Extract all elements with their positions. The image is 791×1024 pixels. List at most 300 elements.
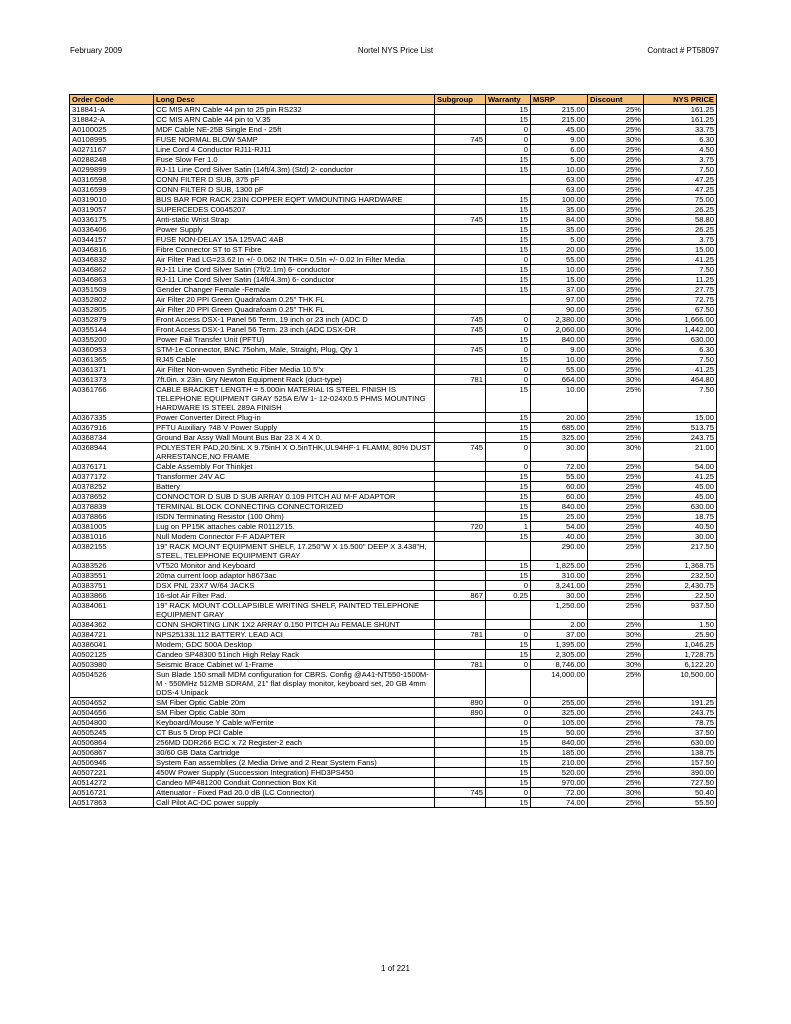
- cell-warranty: 15: [486, 728, 531, 738]
- cell-msrp: 45.00: [531, 125, 588, 135]
- cell-discount: 25%: [588, 620, 644, 630]
- cell-nys-price: 78.75: [644, 718, 717, 728]
- cell-long-desc: SM Fiber Optic Cable 20m: [154, 698, 435, 708]
- cell-order-code: A0352805: [70, 305, 154, 315]
- cell-discount: 25%: [588, 670, 644, 698]
- cell-msrp: 55.00: [531, 365, 588, 375]
- cell-discount: 30%: [588, 375, 644, 385]
- cell-warranty: 0: [486, 718, 531, 728]
- cell-warranty: 15: [486, 532, 531, 542]
- cell-order-code: A0383551: [70, 571, 154, 581]
- cell-order-code: A0506864: [70, 738, 154, 748]
- cell-discount: 25%: [588, 640, 644, 650]
- cell-msrp: 54.00: [531, 522, 588, 532]
- cell-long-desc: Candeo MP481200 Conduit Connection Box Kit: [154, 778, 435, 788]
- cell-subgroup: 781: [435, 630, 486, 640]
- cell-msrp: 325.00: [531, 708, 588, 718]
- cell-long-desc: SM Fiber Optic Cable 30m: [154, 708, 435, 718]
- cell-long-desc: Power Fail Transfer Unit (PFTU): [154, 335, 435, 345]
- cell-order-code: A0355200: [70, 335, 154, 345]
- cell-long-desc: Air Filter 20 PPI Green Quadrafoam 0.25" THK FL: [154, 305, 435, 315]
- cell-order-code: A0346862: [70, 265, 154, 275]
- cell-nys-price: 1.50: [644, 620, 717, 630]
- cell-order-code: A0517863: [70, 798, 154, 808]
- table-row: [70, 215, 717, 225]
- cell-msrp: 10.00: [531, 265, 588, 275]
- cell-subgroup: [435, 532, 486, 542]
- cell-warranty: 15: [486, 285, 531, 295]
- cell-subgroup: 745: [435, 135, 486, 145]
- cell-discount: 30%: [588, 315, 644, 325]
- cell-discount: 25%: [588, 155, 644, 165]
- cell-warranty: 15: [486, 413, 531, 423]
- cell-warranty: [486, 185, 531, 195]
- cell-long-desc: 7ft.0in. x 23in. Gry Newton Equipment Rack (duct-type): [154, 375, 435, 385]
- cell-subgroup: 781: [435, 375, 486, 385]
- cell-msrp: 72.00: [531, 462, 588, 472]
- cell-subgroup: [435, 620, 486, 630]
- cell-order-code: A0361365: [70, 355, 154, 365]
- cell-nys-price: 1,368.75: [644, 561, 717, 571]
- table-row: [70, 708, 717, 718]
- table-row: [70, 698, 717, 708]
- cell-order-code: A0288248: [70, 155, 154, 165]
- cell-long-desc: PFTU Auxiliary ?48 V Power Supply: [154, 423, 435, 433]
- cell-warranty: 15: [486, 215, 531, 225]
- cell-msrp: 30.00: [531, 591, 588, 601]
- cell-warranty: 0: [486, 145, 531, 155]
- cell-warranty: 0: [486, 630, 531, 640]
- table-row: [70, 601, 717, 620]
- cell-msrp: 520.00: [531, 768, 588, 778]
- cell-long-desc: 16-slot Air Filter Pad.: [154, 591, 435, 601]
- cell-nys-price: 2,430.75: [644, 581, 717, 591]
- cell-warranty: 15: [486, 105, 531, 115]
- cell-warranty: 15: [486, 778, 531, 788]
- cell-subgroup: [435, 225, 486, 235]
- table-row: [70, 255, 717, 265]
- cell-discount: 25%: [588, 125, 644, 135]
- cell-subgroup: [435, 748, 486, 758]
- cell-warranty: 0.25: [486, 591, 531, 601]
- cell-subgroup: [435, 718, 486, 728]
- cell-msrp: 185.00: [531, 748, 588, 758]
- cell-long-desc: Lug on PP15K attaches cable R0112715.: [154, 522, 435, 532]
- table-row: [70, 433, 717, 443]
- table-row: [70, 788, 717, 798]
- cell-subgroup: [435, 335, 486, 345]
- col-header-long-desc: Long Desc: [154, 95, 435, 105]
- cell-nys-price: 15.00: [644, 413, 717, 423]
- col-header-subgroup: Subgroup: [435, 95, 486, 105]
- cell-long-desc: Cable Assembly For Thinkjet: [154, 462, 435, 472]
- cell-long-desc: Keyboard/Mouse Y Cable w/Ferrite: [154, 718, 435, 728]
- cell-discount: 25%: [588, 355, 644, 365]
- cell-long-desc: Power Converter Direct Plug-in: [154, 413, 435, 423]
- cell-msrp: 2,305.00: [531, 650, 588, 660]
- cell-long-desc: Ground Bar Assy Wall Mount Bus Bar 23 X 4 X 0.: [154, 433, 435, 443]
- cell-discount: 25%: [588, 205, 644, 215]
- cell-nys-price: 7.50: [644, 265, 717, 275]
- cell-long-desc: RJ-11 Line Cord Silver Satin (14ft/4.3m) 6- conductor: [154, 275, 435, 285]
- cell-nys-price: 7.50: [644, 385, 717, 413]
- cell-discount: 25%: [588, 275, 644, 285]
- cell-msrp: 15.00: [531, 275, 588, 285]
- cell-warranty: 15: [486, 561, 531, 571]
- cell-long-desc: RJ45 Cable: [154, 355, 435, 365]
- cell-subgroup: 890: [435, 698, 486, 708]
- cell-discount: 25%: [588, 185, 644, 195]
- table-row: [70, 758, 717, 768]
- col-header-nys-price: NYS PRICE: [644, 95, 717, 105]
- cell-nys-price: 7.50: [644, 355, 717, 365]
- cell-order-code: A0505245: [70, 728, 154, 738]
- cell-msrp: 35.00: [531, 205, 588, 215]
- cell-nys-price: 47.25: [644, 185, 717, 195]
- table-row: [70, 492, 717, 502]
- cell-warranty: 15: [486, 640, 531, 650]
- cell-long-desc: Call Pilot AC-DC power supply: [154, 798, 435, 808]
- cell-discount: 25%: [588, 195, 644, 205]
- cell-msrp: 840.00: [531, 738, 588, 748]
- cell-msrp: 8,746.00: [531, 660, 588, 670]
- cell-subgroup: 890: [435, 708, 486, 718]
- cell-long-desc: Gender Changer Female -Female: [154, 285, 435, 295]
- cell-order-code: A0336175: [70, 215, 154, 225]
- cell-subgroup: [435, 581, 486, 591]
- cell-nys-price: 54.00: [644, 462, 717, 472]
- cell-long-desc: Sun Blade 150 small MDM configuration for CBRS. Config @A41-NT550-1500M-M - 550MHz 512MB SDRAM, 21" flat display monitor, keyboard set, 20 GB 4mm DDS-4 Unipack: [154, 670, 435, 698]
- cell-order-code: A0378866: [70, 512, 154, 522]
- cell-long-desc: Seismic Brace Cabinet w/ 1-Frame: [154, 660, 435, 670]
- table-row: [70, 285, 717, 295]
- cell-warranty: 15: [486, 165, 531, 175]
- cell-order-code: A0507221: [70, 768, 154, 778]
- table-row: [70, 620, 717, 630]
- cell-order-code: A0368734: [70, 433, 154, 443]
- cell-order-code: A0346832: [70, 255, 154, 265]
- cell-long-desc: Air Filter Pad LG=23.62 In +/- 0.062 IN THK= 0.5In +/- 0.02 In Filter Media: [154, 255, 435, 265]
- cell-order-code: A0316599: [70, 185, 154, 195]
- cell-nys-price: 390.00: [644, 768, 717, 778]
- cell-msrp: 1,825.00: [531, 561, 588, 571]
- cell-nys-price: 41.25: [644, 472, 717, 482]
- cell-long-desc: TERMINAL BLOCK CONNECTING CONNECTORIZED: [154, 502, 435, 512]
- cell-msrp: 40.00: [531, 532, 588, 542]
- cell-order-code: A0506867: [70, 748, 154, 758]
- cell-subgroup: [435, 185, 486, 195]
- cell-order-code: A0367916: [70, 423, 154, 433]
- cell-subgroup: [435, 385, 486, 413]
- cell-long-desc: STM-1e Connector, BNC 75ohm, Male, Straight, Plug, Qty 1: [154, 345, 435, 355]
- cell-order-code: A0355144: [70, 325, 154, 335]
- page-number: 1 of 221: [381, 964, 410, 973]
- table-row: [70, 145, 717, 155]
- cell-long-desc: 30/60 GB Data Cartridge: [154, 748, 435, 758]
- cell-warranty: 15: [486, 225, 531, 235]
- cell-long-desc: 450W Power Supply (Succession Integration) FHD3PS450: [154, 768, 435, 778]
- cell-order-code: A0383751: [70, 581, 154, 591]
- cell-subgroup: [435, 105, 486, 115]
- table-row: [70, 738, 717, 748]
- cell-warranty: 15: [486, 650, 531, 660]
- cell-msrp: 63.00: [531, 175, 588, 185]
- table-row: [70, 275, 717, 285]
- cell-order-code: A0352879: [70, 315, 154, 325]
- cell-nys-price: 33.75: [644, 125, 717, 135]
- cell-nys-price: 41.25: [644, 365, 717, 375]
- cell-warranty: 15: [486, 275, 531, 285]
- cell-nys-price: 50.40: [644, 788, 717, 798]
- cell-discount: 25%: [588, 601, 644, 620]
- cell-warranty: 15: [486, 335, 531, 345]
- cell-discount: 25%: [588, 482, 644, 492]
- cell-order-code: A0378839: [70, 502, 154, 512]
- table-row: [70, 472, 717, 482]
- cell-warranty: 15: [486, 798, 531, 808]
- cell-discount: 25%: [588, 512, 644, 522]
- cell-warranty: 0: [486, 698, 531, 708]
- cell-long-desc: FUSE NORMAL BLOW 5AMP: [154, 135, 435, 145]
- table-row: [70, 581, 717, 591]
- cell-long-desc: CT Bus 5 Drop PCI Cable: [154, 728, 435, 738]
- table-row: [70, 125, 717, 135]
- cell-nys-price: 1,728.75: [644, 650, 717, 660]
- cell-msrp: 210.00: [531, 758, 588, 768]
- table-row: [70, 561, 717, 571]
- cell-nys-price: 630.00: [644, 335, 717, 345]
- cell-order-code: A0344157: [70, 235, 154, 245]
- cell-long-desc: Anti-static Wrist Strap: [154, 215, 435, 225]
- cell-msrp: 310.00: [531, 571, 588, 581]
- table-row: [70, 591, 717, 601]
- cell-nys-price: 37.50: [644, 728, 717, 738]
- cell-warranty: 15: [486, 265, 531, 275]
- cell-long-desc: Candeo SP48300 51inch High Relay Rack: [154, 650, 435, 660]
- cell-nys-price: 7.50: [644, 165, 717, 175]
- cell-msrp: 5.00: [531, 235, 588, 245]
- cell-long-desc: RJ-11 Line Cord Silver Satin (7ft/2.1m) 6- conductor: [154, 265, 435, 275]
- cell-msrp: 1,395.00: [531, 640, 588, 650]
- cell-msrp: 50.00: [531, 728, 588, 738]
- cell-order-code: A0516721: [70, 788, 154, 798]
- cell-discount: 25%: [588, 502, 644, 512]
- cell-msrp: 3,241.00: [531, 581, 588, 591]
- cell-msrp: 215.00: [531, 105, 588, 115]
- header-title: Nortel NYS Price List: [357, 46, 434, 55]
- cell-discount: 25%: [588, 365, 644, 375]
- cell-long-desc: 20ma current loop adaptor h8673ac: [154, 571, 435, 581]
- cell-subgroup: [435, 601, 486, 620]
- cell-nys-price: 161.25: [644, 105, 717, 115]
- cell-nys-price: 3.75: [644, 235, 717, 245]
- cell-subgroup: 745: [435, 325, 486, 335]
- cell-nys-price: 47.25: [644, 175, 717, 185]
- cell-warranty: [486, 601, 531, 620]
- cell-order-code: A0361766: [70, 385, 154, 413]
- cell-subgroup: [435, 768, 486, 778]
- cell-nys-price: 161.25: [644, 115, 717, 125]
- cell-subgroup: [435, 502, 486, 512]
- cell-discount: 25%: [588, 591, 644, 601]
- table-row: [70, 345, 717, 355]
- cell-msrp: 6.00: [531, 145, 588, 155]
- cell-msrp: 25.00: [531, 512, 588, 522]
- cell-msrp: 10.00: [531, 385, 588, 413]
- cell-subgroup: [435, 165, 486, 175]
- cell-msrp: 255.00: [531, 698, 588, 708]
- table-row: [70, 175, 717, 185]
- cell-msrp: 840.00: [531, 335, 588, 345]
- cell-long-desc: NPS25133L112 BATTERY. LEAD ACI: [154, 630, 435, 640]
- cell-msrp: 970.00: [531, 778, 588, 788]
- table-row: [70, 355, 717, 365]
- cell-subgroup: [435, 275, 486, 285]
- cell-nys-price: 67.50: [644, 305, 717, 315]
- cell-subgroup: [435, 650, 486, 660]
- cell-discount: 25%: [588, 285, 644, 295]
- cell-warranty: 15: [486, 482, 531, 492]
- cell-discount: 25%: [588, 492, 644, 502]
- cell-warranty: [486, 670, 531, 698]
- table-row: [70, 205, 717, 215]
- cell-discount: 25%: [588, 255, 644, 265]
- cell-long-desc: Battery: [154, 482, 435, 492]
- cell-long-desc: Attenuator - Fixed Pad 20.0 dB (LC Connector): [154, 788, 435, 798]
- cell-nys-price: 937.50: [644, 601, 717, 620]
- cell-msrp: 74.00: [531, 798, 588, 808]
- cell-discount: 25%: [588, 798, 644, 808]
- cell-subgroup: [435, 433, 486, 443]
- cell-subgroup: [435, 255, 486, 265]
- cell-subgroup: [435, 728, 486, 738]
- cell-msrp: 685.00: [531, 423, 588, 433]
- cell-warranty: 15: [486, 155, 531, 165]
- cell-order-code: A0346863: [70, 275, 154, 285]
- cell-warranty: 0: [486, 788, 531, 798]
- cell-subgroup: [435, 265, 486, 275]
- table-row: [70, 502, 717, 512]
- table-row: [70, 135, 717, 145]
- price-table: [69, 94, 717, 808]
- cell-discount: 25%: [588, 462, 644, 472]
- cell-warranty: [486, 305, 531, 315]
- cell-discount: 25%: [588, 433, 644, 443]
- cell-nys-price: 22.50: [644, 591, 717, 601]
- cell-nys-price: 3.75: [644, 155, 717, 165]
- cell-warranty: 15: [486, 245, 531, 255]
- table-row: [70, 265, 717, 275]
- table-row: [70, 778, 717, 788]
- cell-discount: 30%: [588, 443, 644, 462]
- cell-nys-price: 232.50: [644, 571, 717, 581]
- cell-order-code: A0368944: [70, 443, 154, 462]
- cell-long-desc: ISDN Terminating Resistor (100 Ohm): [154, 512, 435, 522]
- cell-discount: 25%: [588, 335, 644, 345]
- cell-long-desc: CABLE BRACKET LENGTH = 5.000in MATERIAL IS STEEL FINISH IS TELEPHONE EQUIPMENT GRAY 525A E/W 1- 12-024X0.5 PHMS MOUNTING HARDWARE IS STEEL 289A FINISH: [154, 385, 435, 413]
- cell-nys-price: 4.50: [644, 145, 717, 155]
- cell-msrp: 90.00: [531, 305, 588, 315]
- cell-warranty: 15: [486, 768, 531, 778]
- cell-long-desc: 256MD DDR266 ECC x 72 Register-2 each: [154, 738, 435, 748]
- cell-order-code: A0503980: [70, 660, 154, 670]
- cell-long-desc: FUSE NON-DELAY 15A 125VAC 4AB: [154, 235, 435, 245]
- table-row: [70, 718, 717, 728]
- cell-order-code: A0346816: [70, 245, 154, 255]
- cell-order-code: 318842-A: [70, 115, 154, 125]
- cell-long-desc: Null Modem Connector F-F ADAPTER: [154, 532, 435, 542]
- table-row: [70, 660, 717, 670]
- cell-discount: 25%: [588, 758, 644, 768]
- cell-long-desc: BUS BAR FOR RACK 23IN COPPER EQPT WMOUNTING HARDWARE: [154, 195, 435, 205]
- table-row: [70, 443, 717, 462]
- cell-subgroup: 745: [435, 443, 486, 462]
- cell-subgroup: [435, 798, 486, 808]
- cell-msrp: 2,380.00: [531, 315, 588, 325]
- cell-order-code: A0386041: [70, 640, 154, 650]
- cell-warranty: 15: [486, 738, 531, 748]
- cell-subgroup: [435, 561, 486, 571]
- cell-warranty: [486, 620, 531, 630]
- cell-subgroup: [435, 423, 486, 433]
- cell-discount: 30%: [588, 135, 644, 145]
- col-header-msrp: MSRP: [531, 95, 588, 105]
- cell-warranty: 15: [486, 472, 531, 482]
- cell-subgroup: 867: [435, 591, 486, 601]
- cell-nys-price: 191.25: [644, 698, 717, 708]
- cell-long-desc: CC MIS ARN Cable 44 pin to 25 pin RS232: [154, 105, 435, 115]
- cell-subgroup: [435, 462, 486, 472]
- cell-order-code: A0361371: [70, 365, 154, 375]
- cell-subgroup: [435, 640, 486, 650]
- table-header-row: [70, 95, 717, 105]
- cell-msrp: 63.00: [531, 185, 588, 195]
- cell-long-desc: Power Supply: [154, 225, 435, 235]
- cell-warranty: 1: [486, 522, 531, 532]
- cell-discount: 25%: [588, 738, 644, 748]
- cell-subgroup: [435, 285, 486, 295]
- cell-warranty: 15: [486, 195, 531, 205]
- cell-subgroup: [435, 175, 486, 185]
- cell-subgroup: [435, 125, 486, 135]
- cell-nys-price: 1,046.25: [644, 640, 717, 650]
- table-row: [70, 728, 717, 738]
- cell-warranty: 15: [486, 502, 531, 512]
- cell-discount: 25%: [588, 295, 644, 305]
- cell-warranty: 0: [486, 375, 531, 385]
- cell-msrp: 5.00: [531, 155, 588, 165]
- cell-subgroup: 781: [435, 660, 486, 670]
- cell-discount: 30%: [588, 630, 644, 640]
- cell-order-code: A0384061: [70, 601, 154, 620]
- table-row: [70, 385, 717, 413]
- cell-discount: 25%: [588, 165, 644, 175]
- table-row: [70, 185, 717, 195]
- cell-subgroup: [435, 155, 486, 165]
- cell-nys-price: 40.50: [644, 522, 717, 532]
- cell-nys-price: 243.75: [644, 708, 717, 718]
- cell-long-desc: MDF Cable NE-25B Single End - 25ft: [154, 125, 435, 135]
- cell-long-desc: 19" RACK MOUNT EQUIPMENT SHELF, 17.250"W X 15.500" DEEP X 3.438"H, STEEL, TELEPHONE EQUIPMENT GRAY: [154, 542, 435, 561]
- cell-msrp: 9.00: [531, 345, 588, 355]
- cell-nys-price: 138.75: [644, 748, 717, 758]
- cell-msrp: 30.00: [531, 443, 588, 462]
- cell-discount: 25%: [588, 561, 644, 571]
- cell-warranty: [486, 295, 531, 305]
- cell-order-code: 318841-A: [70, 105, 154, 115]
- cell-subgroup: [435, 542, 486, 561]
- cell-msrp: 60.00: [531, 492, 588, 502]
